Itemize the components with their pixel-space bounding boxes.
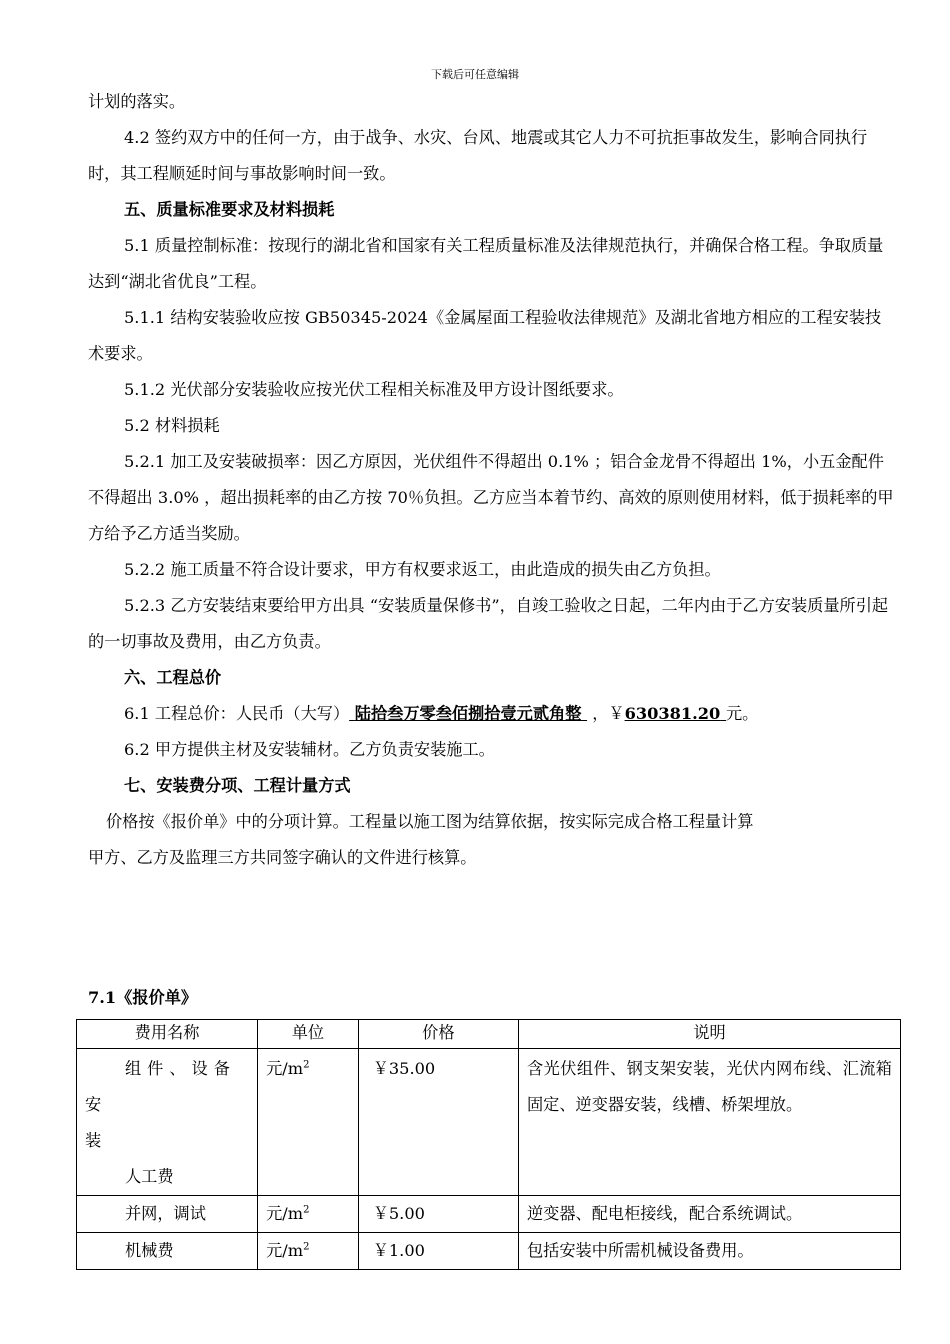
paragraph-4-2: 4.2 签约双方中的任何一方，由于战争、水灾、台风、地震或其它人力不可抗拒事故发生，影响合同执行时，其工程顺延时间与事故影响时间一致。	[88, 128, 868, 183]
paragraph-5-2-2: 5.2.2 施工质量不符合设计要求，甲方有权要求返工，由此造成的损失由乙方负担。	[124, 560, 721, 579]
row-3-unit-text: 元/m	[266, 1241, 304, 1260]
quote-table-title: 7.1《报价单》	[88, 988, 198, 1007]
table-header-row	[77, 1020, 901, 1049]
quote-table	[76, 1019, 901, 1270]
total-price-number-text: 630381.20	[624, 704, 721, 723]
row-1-name-line2: 装	[85, 1131, 102, 1150]
paragraph-6-2: 6.2 甲方提供主材及安装辅材。乙方负责安装施工。	[124, 740, 495, 759]
total-price-words	[349, 704, 587, 723]
row-3-name	[77, 1233, 258, 1270]
row-1-price-text: ￥35.00	[372, 1059, 436, 1078]
row-2-unit	[258, 1196, 359, 1233]
row-1-unit	[258, 1049, 359, 1196]
table-row	[77, 1049, 901, 1196]
row-3-price-text: ￥1.00	[372, 1241, 425, 1260]
paragraph-plan: 计划的落实。	[88, 92, 186, 111]
paragraph-5-1-2: 5.1.2 光伏部分安装验收应按光伏工程相关标准及甲方设计图纸要求。	[124, 380, 624, 399]
row-2-name-text: 并网，调试	[125, 1204, 206, 1223]
row-1-price	[358, 1049, 518, 1196]
row-2-name	[77, 1196, 258, 1233]
header-fee-name: 费用名称	[77, 1020, 258, 1049]
section-heading-7: 七、安装费分项、工程计量方式	[124, 776, 351, 795]
total-price-suffix: 元。	[725, 704, 759, 723]
section-heading-5: 五、质量标准要求及材料损耗	[124, 200, 335, 219]
paragraph-5-2-1: 5.2.1 加工及安装破损率：因乙方原因，光伏组件不得超出 0.1% ；铝合金龙骨不得超出 1%，小五金配件不得超出 3.0% ，超出损耗率的由乙方按 70％负担。乙方应当本着节约、高效的原则使用材料，低于损耗率的甲方给予乙方适当奖励。	[88, 452, 894, 543]
row-3-unit-sup: 2	[303, 1241, 310, 1253]
row-2-unit-sup: 2	[303, 1204, 310, 1216]
paragraph-5-2: 5.2 材料损耗	[124, 416, 220, 435]
row-3-name-text: 机械费	[125, 1241, 174, 1260]
paragraph-5-2-3: 5.2.3 乙方安装结束要给甲方出具 “安装质量保修书”，自竣工验收之日起，二年内由于乙方安装质量所引起的一切事故及费用，由乙方负责。	[88, 596, 889, 651]
paragraph-7-pricing: 价格按《报价单》中的分项计算。工程量以施工图为结算依据，按实际完成合格工程量计算	[106, 812, 754, 831]
paragraph-5-1: 5.1 质量控制标准：按现行的湖北省和国家有关工程质量标准及法律规范执行，并确保合格工程。争取质量达到“湖北省优良”工程。	[88, 236, 884, 291]
section-heading-6: 六、工程总价	[124, 668, 222, 687]
paragraph-7-verification: 甲方、乙方及监理三方共同签字确认的文件进行核算。	[88, 848, 477, 867]
row-2-price-text: ￥5.00	[372, 1204, 425, 1223]
row-1-name	[77, 1049, 258, 1196]
paragraph-5-1-1: 5.1.1 结构安装验收应按 GB50345-2024《金属屋面工程验收法律规范》及湖北省地方相应的工程安装技术要求。	[88, 308, 882, 363]
row-2-unit-text: 元/m	[266, 1204, 304, 1223]
header-unit: 单位	[258, 1020, 359, 1049]
total-price-number	[625, 704, 726, 723]
row-1-name-line3: 人工费	[125, 1167, 174, 1186]
row-1-description: 含光伏组件、钢支架安装，光伏内网布线、汇流箱固定、逆变器安装，线槽、桥架埋放。	[519, 1049, 901, 1196]
row-3-unit	[258, 1233, 359, 1270]
total-price-separator: ，￥	[592, 704, 625, 723]
paragraph-6-1	[88, 696, 894, 732]
row-1-name-line1: 组件、设备安	[85, 1059, 236, 1114]
total-price-prefix: 6.1 工程总价：人民币（大写）	[124, 704, 350, 723]
page-header: 下载后可任意编辑	[431, 68, 519, 81]
row-2-price	[358, 1196, 518, 1233]
table-row	[77, 1233, 901, 1270]
row-3-price	[358, 1233, 518, 1270]
row-2-description: 逆变器、配电柜接线，配合系统调试。	[519, 1196, 901, 1233]
header-price: 价格	[358, 1020, 518, 1049]
table-row	[77, 1196, 901, 1233]
total-price-words-text: 陆拾叁万零叁佰捌拾壹元贰角整	[354, 704, 582, 723]
header-description: 说明	[519, 1020, 901, 1049]
row-1-unit-text: 元/m	[266, 1059, 304, 1078]
row-1-unit-sup: 2	[303, 1059, 310, 1071]
row-3-description: 包括安装中所需机械设备费用。	[519, 1233, 901, 1270]
document-body	[88, 84, 894, 876]
